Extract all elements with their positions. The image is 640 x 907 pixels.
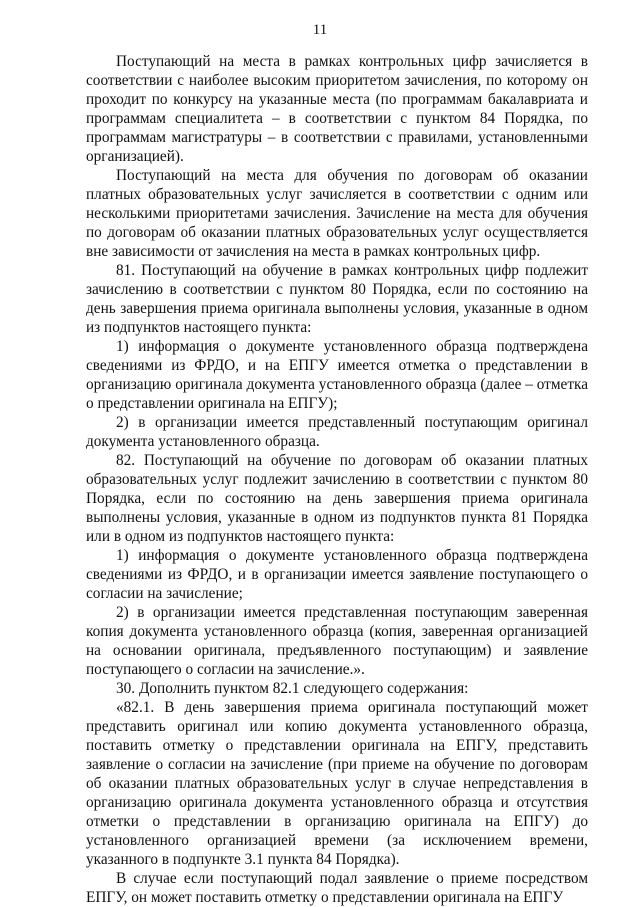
paragraph: 2) в организации имеется представленный поступающим оригинал документа установленного образца.	[86, 414, 588, 450]
paragraph: 1) информация о документе установленного образца подтверждена сведениями из ФРДО, и на ЕПГУ имеется отметка о представлении в организацию оригинала документа установленного образца (далее – отметка о представлении оригинала на ЕПГУ);	[86, 338, 588, 412]
paragraph: 1) информация о документе установленного образца подтверждена сведениями из ФРДО, и в организации имеется заявление поступающего о согласии на зачисление;	[86, 547, 588, 602]
paragraph: 81. Поступающий на обучение в рамках контрольных цифр подлежит зачислению в соответствии с пунктом 80 Порядка, если по состоянию на день завершения приема оригинала выполнены условия, указанные в одном из подпунктов настоящего пункта:	[86, 262, 588, 336]
document-body	[86, 52, 588, 907]
page-number: 11	[312, 22, 328, 38]
paragraph: 30. Дополнить пунктом 82.1 следующего содержания:	[116, 680, 469, 697]
paragraph: 82. Поступающий на обучение по договорам об оказании платных образовательных услуг подлежит зачислению в соответствии с пунктом 80 Порядка, если по состоянию на день завершения приема оригинала выполнены условия, указанные в одном из подпунктов пункта 81 Порядка или в одном из подпунктов настоящего пункта:	[86, 452, 588, 545]
paragraph: Поступающий на места в рамках контрольных цифр зачисляется в соответствии с наиболее высоким приоритетом зачисления, по которому он проходит по конкурсу на указанные места (по программам бакалавриата и программам специалитета – в соответствии с пунктом 84 Порядка, по программам магистратуры – в соответствии с правилами, установленными организацией).	[86, 53, 588, 165]
paragraph: 2) в организации имеется представленная поступающим заверенная копия документа установленного образца (копия, заверенная организацией на основании оригинала, предъявленного поступающим) и заявление поступающего о согласии на зачисление.».	[86, 604, 588, 678]
paragraph: «82.1. В день завершения приема оригинала поступающий может представить оригинал или копию документа установленного образца, поставить отметку о представлении оригинала на ЕПГУ, представить заявление о согласии на зачисление (при приеме на обучение по договорам об оказании платных образовательных услуг в случае непредставления в организацию оригинала документа установленного образца и отсутствия отметки о представлении в организацию оригинала на ЕПГУ) до установленного организацией времени (за исключением времени, указанного в подпункте 3.1 пункта 84 Порядка).	[86, 699, 588, 868]
paragraph: Поступающий на места для обучения по договорам об оказании платных образовательных услуг зачисляется в соответствии с одним или несколькими приоритетами зачисления. Зачисление на места для обучения по договорам об оказании платных образовательных услуг осуществляется вне зависимости от зачисления на места в рамках контрольных цифр.	[86, 167, 588, 260]
paragraph: В случае если поступающий подал заявление о приеме посредством ЕПГУ, он может поставить отметку о представлении оригинала на ЕПГУ	[86, 870, 588, 906]
